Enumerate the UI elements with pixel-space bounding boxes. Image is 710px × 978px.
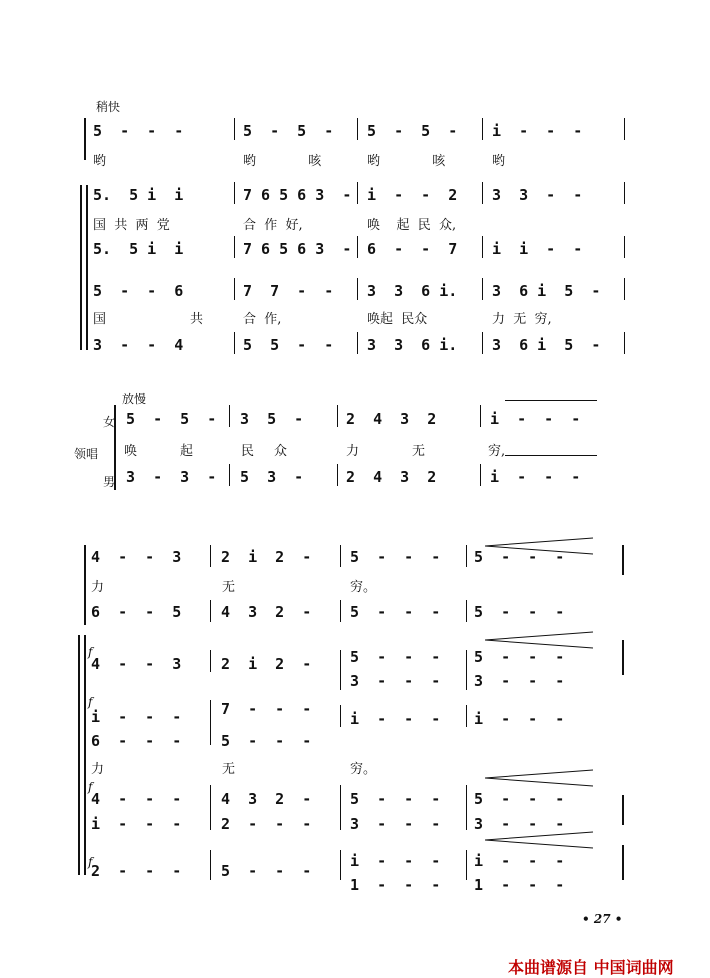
note-group: 5 - - -	[93, 122, 184, 140]
final-bar	[622, 640, 624, 675]
barline	[210, 785, 211, 830]
note-group: 5. 5 i i	[93, 240, 184, 258]
barline	[357, 236, 358, 258]
barline	[210, 545, 211, 567]
note-group: 5 5 - -	[243, 336, 334, 354]
barline	[624, 118, 625, 140]
note-group: 5 - - 6	[93, 282, 184, 300]
note-group: 4 - - 3	[91, 655, 182, 673]
note-group: 6 - - 7	[367, 240, 458, 258]
note-group: 6 - - -	[91, 732, 182, 750]
note-group: 2 - - -	[221, 815, 312, 833]
note-group: 5 - - -	[474, 603, 565, 621]
note-group: i - - -	[91, 708, 182, 726]
note-group: 3 - - -	[350, 815, 441, 833]
barline	[466, 705, 467, 727]
note-group: 5. 5 i i	[93, 186, 184, 204]
lyric: 哟	[492, 154, 506, 169]
note-group: 3 3 6 i.	[367, 282, 458, 300]
note-group: 3 - - 4	[93, 336, 184, 354]
barline	[466, 785, 467, 830]
note-group: 3 3 6 i.	[367, 336, 458, 354]
part-label-male: 男	[103, 475, 116, 489]
barline	[482, 236, 483, 258]
barline	[480, 464, 481, 486]
lyric: 唤	[124, 444, 138, 459]
final-bar	[622, 545, 624, 575]
note-group: 5 - - -	[221, 732, 312, 750]
note-group: i i - -	[492, 240, 583, 258]
lyric: 力	[91, 762, 105, 777]
note-group: i - - -	[492, 122, 583, 140]
lyric: 哟	[93, 154, 107, 169]
note-group: 2 4 3 2	[346, 410, 437, 428]
barline	[210, 850, 211, 880]
dynamic-forte: f	[88, 780, 93, 794]
lyric: 国	[93, 312, 107, 327]
note-group: 3 - - -	[474, 815, 565, 833]
barline	[234, 182, 235, 204]
barline	[466, 545, 467, 567]
barline	[210, 650, 211, 672]
part-label-female: 女	[103, 415, 116, 429]
note-group: i - - -	[474, 710, 565, 728]
crescendo-hairpin	[485, 536, 595, 556]
note-group: 3 - 3 -	[126, 468, 217, 486]
note-group: i - - -	[474, 852, 565, 870]
barline	[482, 332, 483, 354]
note-group: 5 - - -	[474, 648, 565, 666]
barline	[229, 405, 230, 427]
barline	[340, 785, 341, 830]
barline	[482, 118, 483, 140]
barline	[229, 464, 230, 486]
note-group: 3 3 - -	[492, 186, 583, 204]
barline	[480, 405, 481, 427]
system3-brace	[78, 635, 80, 875]
lyric: 无	[222, 762, 236, 777]
note-group: 5 - 5 -	[243, 122, 334, 140]
barline	[624, 182, 625, 204]
lyric: 众	[274, 444, 288, 459]
note-group: 5 - - -	[474, 790, 565, 808]
note-group: 3 - - -	[474, 672, 565, 690]
lyric: 哟 咳	[367, 154, 446, 169]
lyric: 唤 起 民 众,	[367, 218, 457, 233]
barline	[340, 705, 341, 727]
note-group: 5 - - -	[350, 648, 441, 666]
system3-left-bar	[84, 635, 86, 875]
crescendo-hairpin	[485, 630, 595, 650]
source-footer: 本曲谱源自 中国词曲网	[508, 958, 674, 977]
final-bar	[622, 845, 624, 880]
lyric: 哟 咳	[243, 154, 322, 169]
note-group: 5 - - -	[350, 603, 441, 621]
lyric: 力 无 穷,	[492, 312, 552, 327]
system1-top-bar	[84, 118, 86, 160]
crescendo-hairpin	[485, 830, 595, 850]
page-number: • 27 •	[582, 912, 623, 926]
barline	[466, 850, 467, 880]
lyric: 合 作 好,	[243, 218, 303, 233]
barline	[466, 600, 467, 622]
note-group: 3 6 i 5 -	[492, 282, 601, 300]
barline	[482, 182, 483, 204]
lyric: 唤起 民众	[367, 312, 428, 327]
note-group: 3 5 -	[240, 410, 304, 428]
note-group: 5 - 5 -	[126, 410, 217, 428]
note-group: 3 6 i 5 -	[492, 336, 601, 354]
note-group: 6 - - 5	[91, 603, 182, 621]
barline	[234, 236, 235, 258]
note-group: 5 - 5 -	[367, 122, 458, 140]
note-group: 2 i 2 -	[221, 655, 312, 673]
barline	[357, 278, 358, 300]
note-group: 4 3 2 -	[221, 603, 312, 621]
crescendo-hairpin	[485, 768, 595, 788]
lyric: 力	[346, 444, 360, 459]
note-group: 5 3 -	[240, 468, 304, 486]
note-group: i - - 2	[367, 186, 458, 204]
note-group: 5 - - -	[350, 790, 441, 808]
note-group: 7 - - -	[221, 700, 312, 718]
lyric: 民	[241, 444, 255, 459]
crescendo-hairpin	[505, 455, 597, 456]
barline	[210, 600, 211, 622]
barline	[624, 278, 625, 300]
barline	[337, 405, 338, 427]
lyric: 起	[180, 444, 194, 459]
note-group: 4 - - -	[91, 790, 182, 808]
system2-brace	[114, 405, 116, 490]
final-bar	[622, 795, 624, 825]
lyric: 穷。	[350, 580, 377, 595]
barline	[234, 118, 235, 140]
part-label-lead: 领唱	[74, 447, 99, 461]
barline	[340, 850, 341, 880]
barline	[340, 650, 341, 690]
dynamic-forte: f	[88, 645, 93, 659]
note-group: 1 - - -	[474, 876, 565, 894]
note-group: 2 4 3 2	[346, 468, 437, 486]
note-group: 4 - - 3	[91, 548, 182, 566]
note-group: 2 - - -	[91, 862, 182, 880]
lyric: 共	[190, 312, 204, 327]
barline	[337, 464, 338, 486]
note-group: i - - -	[490, 410, 581, 428]
barline	[234, 332, 235, 354]
barline	[210, 700, 211, 745]
lyric: 穷,	[488, 444, 506, 459]
note-group: i - - -	[350, 710, 441, 728]
note-group: 5 - - -	[221, 862, 312, 880]
dynamic-forte: f	[88, 695, 93, 709]
tempo-mark-faster: 稍快	[96, 100, 121, 114]
note-group: 3 - - -	[350, 672, 441, 690]
barline	[482, 278, 483, 300]
note-group: 7 6 5 6 3 -	[243, 186, 352, 204]
lyric: 穷。	[350, 762, 377, 777]
barline	[624, 236, 625, 258]
note-group: 2 i 2 -	[221, 548, 312, 566]
barline	[340, 545, 341, 567]
note-group: 7 7 - -	[243, 282, 334, 300]
crescendo-hairpin	[505, 400, 597, 401]
system3-top-bar	[84, 545, 86, 625]
note-group: 5 - - -	[474, 548, 565, 566]
barline	[357, 332, 358, 354]
lyric: 力	[91, 580, 105, 595]
barline	[234, 278, 235, 300]
barline	[466, 650, 467, 690]
system1-left-bar	[86, 185, 88, 350]
note-group: 5 - - -	[350, 548, 441, 566]
lyric: 无	[222, 580, 236, 595]
note-group: 4 3 2 -	[221, 790, 312, 808]
system1-brace	[80, 185, 82, 350]
note-group: i - - -	[91, 815, 182, 833]
note-group: i - - -	[490, 468, 581, 486]
lyric: 无	[412, 444, 426, 459]
lyric: 国 共 两 党	[93, 218, 170, 233]
dynamic-forte: f	[88, 855, 93, 869]
barline	[357, 182, 358, 204]
barline	[624, 332, 625, 354]
tempo-mark-slower: 放慢	[122, 392, 147, 406]
note-group: 7 6 5 6 3 -	[243, 240, 352, 258]
barline	[340, 600, 341, 622]
note-group: 1 - - -	[350, 876, 441, 894]
lyric: 合 作,	[243, 312, 282, 327]
note-group: i - - -	[350, 852, 441, 870]
barline	[357, 118, 358, 140]
